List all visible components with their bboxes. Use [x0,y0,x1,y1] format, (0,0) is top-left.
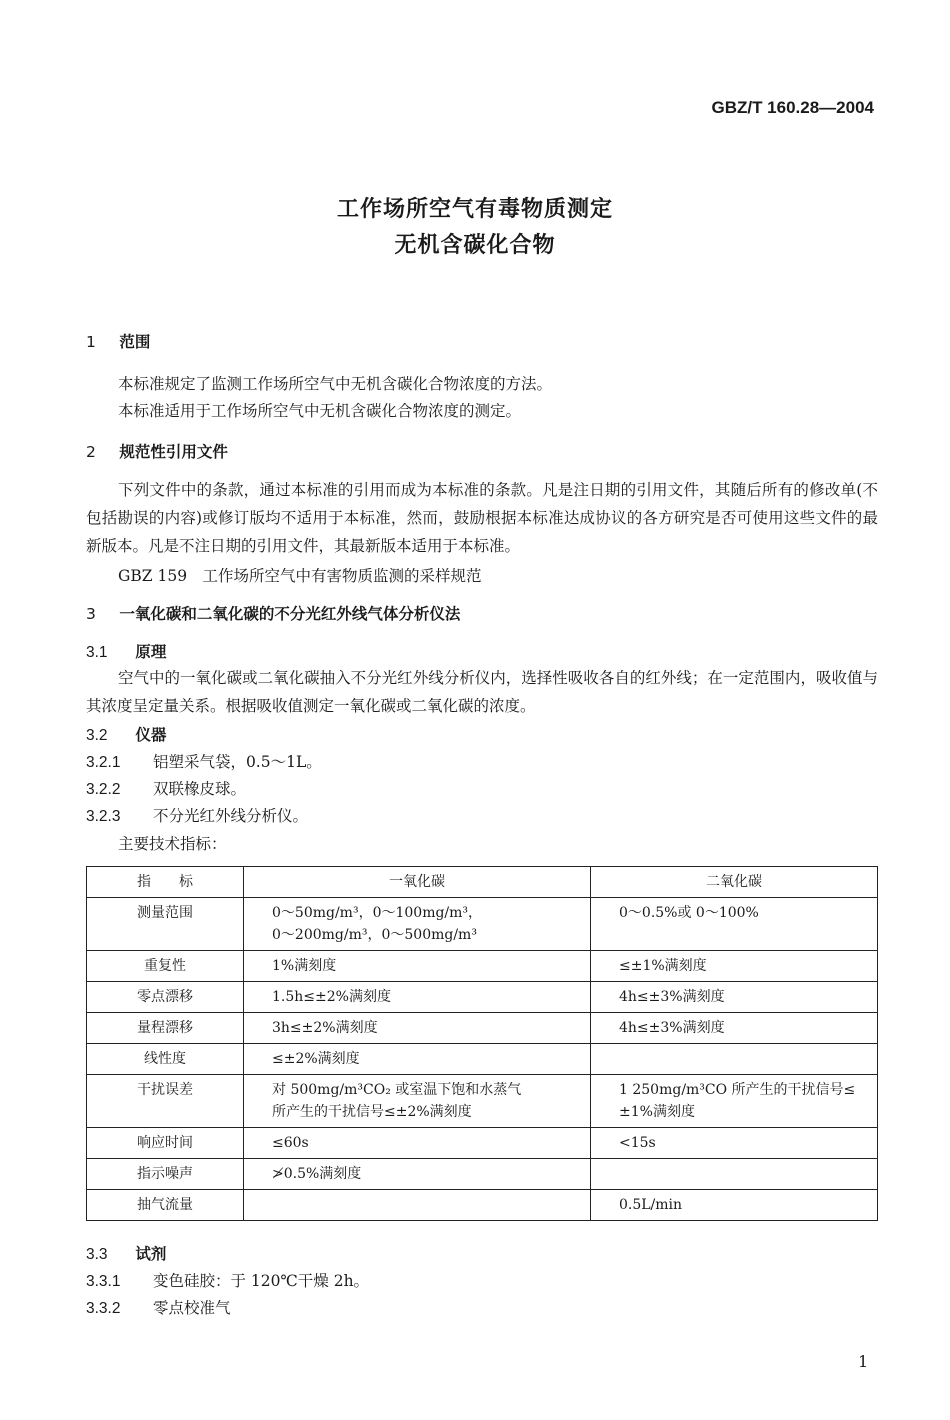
section-3-2-heading [86,723,166,745]
row-label: 响应时间 [87,1128,244,1159]
page-number: 1 [858,1352,869,1371]
section-number: 3.3.2 [86,1300,121,1317]
cell-line: 0～200mg/m³，0～500mg/m³ [272,927,477,943]
standard-code: GBZ/T 160.28—2004 [711,98,874,117]
header-indicator: 指 标 [87,867,244,898]
cell-co2 [591,1044,878,1075]
section-3-2-1 [86,750,322,772]
cell-co2 [591,1159,878,1190]
section-number: 3.2 [86,727,108,744]
row-label: 零点漂移 [87,982,244,1013]
cell-line: 所产生的干扰信号≤±2%满刻度 [272,1104,472,1120]
section-number: 3.2.3 [86,808,121,825]
row-label: 量程漂移 [87,1013,244,1044]
section-number: 3.3.1 [86,1273,121,1290]
item-text: 零点校准气 [152,1299,231,1317]
section-number: 2 [86,443,96,461]
section-title: 范围 [119,333,151,351]
section-title: 原理 [135,643,167,661]
table-row [87,1128,878,1159]
table-row [87,1013,878,1044]
cell-line: 对 500mg/m³CO₂ 或室温下饱和水蒸气 [272,1082,522,1098]
cell-co: ≤60s [244,1128,591,1159]
section-title: 规范性引用文件 [119,443,228,461]
section-number: 1 [86,333,96,351]
header-co2: 二氧化碳 [591,867,878,898]
cell-co: 1%满刻度 [244,951,591,982]
spec-intro: 主要技术指标： [118,835,227,853]
section-3-1-paragraph: 空气中的一氧化碳或二氧化碳抽入不分光红外线分析仪内，选择性吸收各自的红外线；在一定范围内，吸收值与其浓度呈定量关系。根据吸收值测定一氧化碳或二氧化碳的浓度。 [86,669,878,715]
section-3-3-2 [86,1296,230,1318]
cell-line: 1 250mg/m³CO 所产生的干扰信号≤ [619,1082,856,1098]
table-row [87,1044,878,1075]
cell-co2: 0.5L/min [591,1190,878,1221]
title-line2: 无机含碳化合物 [394,233,556,258]
reference-gbz159: GBZ 159 工作场所空气中有害物质监测的采样规范 [118,567,482,585]
cell-co2: <15s [591,1128,878,1159]
section-1-para-2: 本标准适用于工作场所空气中无机含碳化合物浓度的测定。 [118,402,522,420]
row-label: 抽气流量 [87,1190,244,1221]
table-row [87,1190,878,1221]
row-label: 重复性 [87,951,244,982]
cell-co2: ≤±1%满刻度 [591,951,878,982]
cell-co [244,898,591,951]
section-number: 3.3 [86,1246,108,1263]
title-line1: 工作场所空气有毒物质测定 [336,197,613,222]
section-3-2-2 [86,777,246,799]
cell-co2: 4h≤±3%满刻度 [591,1013,878,1044]
section-2-paragraph: 下列文件中的条款，通过本标准的引用而成为本标准的条款。凡是注日期的引用文件，其随后所有的修改单(不包括勘误的内容)或修订版均不适用于本标准，然而，鼓励根据本标准达成协议的各方研究是否可使用这些文件的最新版本。凡是不注日期的引用文件，其最新版本适用于本标准。 [86,481,878,555]
section-title: 试剂 [135,1245,167,1263]
table-row [87,898,878,951]
section-number: 3.2.1 [86,754,121,771]
cell-co: ≯0.5%满刻度 [244,1159,591,1190]
section-3-1-heading [86,640,166,662]
cell-co [244,1075,591,1128]
cell-co2 [591,1075,878,1128]
row-label: 干扰误差 [87,1075,244,1128]
cell-co: 1.5h≤±2%满刻度 [244,982,591,1013]
table-row [87,982,878,1013]
header-co: 一氧化碳 [244,867,591,898]
section-3-2-3 [86,804,308,826]
section-2-heading [86,440,228,462]
section-3-3-heading [86,1242,166,1264]
item-text: 变色硅胶：于 120℃干燥 2h。 [152,1272,370,1290]
section-3-heading [86,602,460,624]
section-1-heading [86,330,150,352]
table-row [87,1159,878,1190]
cell-co2: 0～0.5%或 0～100% [591,898,878,951]
table-header-row [87,867,878,898]
section-title: 一氧化碳和二氧化碳的不分光红外线气体分析仪法 [119,605,461,623]
row-label: 线性度 [87,1044,244,1075]
item-text: 双联橡皮球。 [152,780,246,798]
cell-co: 3h≤±2%满刻度 [244,1013,591,1044]
table-row [87,1075,878,1128]
cell-co2: 4h≤±3%满刻度 [591,982,878,1013]
spec-table [86,866,878,1221]
cell-line: 0～50mg/m³，0～100mg/m³， [272,905,483,921]
table-row [87,951,878,982]
section-number: 3 [86,605,96,623]
section-3-3-1 [86,1269,369,1291]
section-title: 仪器 [135,726,167,744]
section-1-para-1: 本标准规定了监测工作场所空气中无机含碳化合物浓度的方法。 [118,375,553,393]
row-label: 测量范围 [87,898,244,951]
cell-line: ±1%满刻度 [619,1104,695,1120]
item-text: 铝塑采气袋，0.5～1L。 [152,753,322,771]
row-label: 指示噪声 [87,1159,244,1190]
section-number: 3.2.2 [86,781,121,798]
cell-co [244,1190,591,1221]
item-text: 不分光红外线分析仪。 [152,807,308,825]
section-number: 3.1 [86,644,108,661]
cell-co: ≤±2%满刻度 [244,1044,591,1075]
